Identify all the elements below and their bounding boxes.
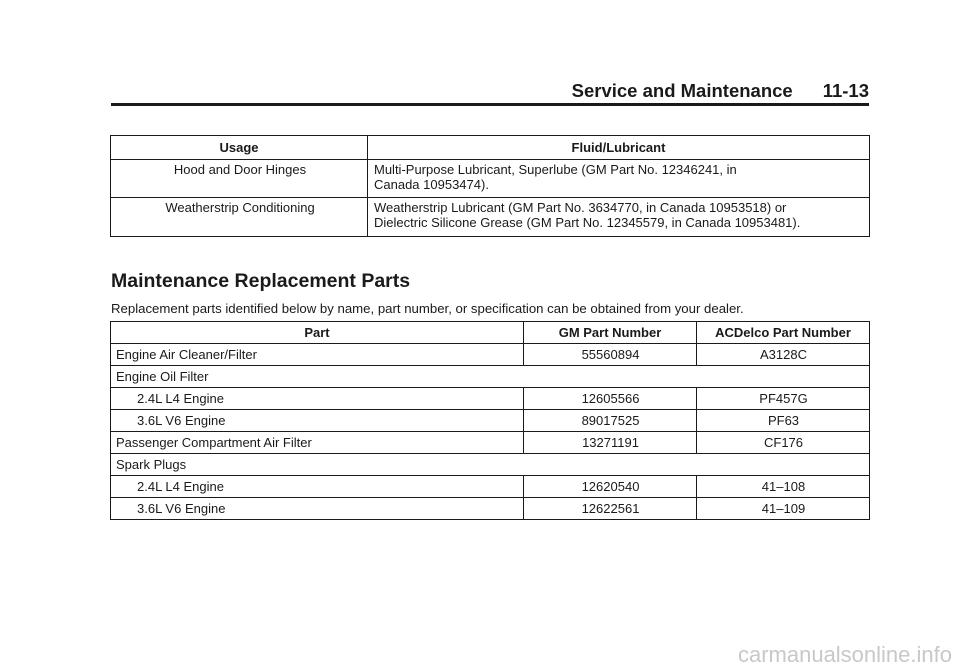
fluid-cell [368, 198, 870, 237]
table-row [111, 388, 870, 410]
acdelco-number-cell: 41–109 [697, 498, 870, 520]
replacement-parts-table [110, 321, 870, 520]
gm-number-cell: 12605566 [524, 388, 697, 410]
gm-number-cell: 55560894 [524, 344, 697, 366]
table-row [111, 498, 870, 520]
part-name-cell: 3.6L V6 Engine [111, 410, 524, 432]
fluid-line: Dielectric Silicone Grease (GM Part No. 12345579, in Canada 10953481). [374, 215, 801, 230]
fluid-line: Multi-Purpose Lubricant, Superlube (GM Part No. 12346241, in [374, 162, 737, 177]
table-row [111, 432, 870, 454]
fluid-lubricant-table [110, 135, 870, 237]
gm-number-cell: 12620540 [524, 476, 697, 498]
fluid-line: Canada 10953474). [374, 177, 489, 192]
table-group-row [111, 454, 870, 476]
table-row [111, 410, 870, 432]
part-name-cell: 3.6L V6 Engine [111, 498, 524, 520]
table-group-row [111, 366, 870, 388]
column-header-part: Part [111, 322, 524, 344]
fluid-line: Weatherstrip Lubricant (GM Part No. 3634770, in Canada 10953518) or [374, 200, 787, 215]
acdelco-number-cell: PF63 [697, 410, 870, 432]
column-header-usage: Usage [111, 136, 368, 160]
column-header-acdelco-part-number: ACDelco Part Number [697, 322, 870, 344]
part-name-cell: 2.4L L4 Engine [111, 476, 524, 498]
column-header-gm-part-number: GM Part Number [524, 322, 697, 344]
page-number: 11-13 [822, 80, 869, 101]
page-header [111, 80, 869, 102]
acdelco-number-cell: A3128C [697, 344, 870, 366]
part-name-cell: Engine Air Cleaner/Filter [111, 344, 524, 366]
table-header-row [111, 322, 870, 344]
section-heading: Maintenance Replacement Parts [111, 270, 411, 292]
usage-cell: Weatherstrip Conditioning [111, 198, 368, 237]
part-name-cell: 2.4L L4 Engine [111, 388, 524, 410]
part-group-cell: Engine Oil Filter [111, 366, 870, 388]
fluid-cell [368, 160, 870, 198]
intro-paragraph: Replacement parts identified below by name, part number, or specification can be obtained from your dealer. [111, 301, 744, 316]
header-rule [111, 103, 869, 106]
watermark: carmanualsonline.info [737, 642, 952, 667]
part-name-cell: Passenger Compartment Air Filter [111, 432, 524, 454]
table-row [111, 198, 870, 237]
table-row [111, 476, 870, 498]
gm-number-cell: 13271191 [524, 432, 697, 454]
column-header-fluid: Fluid/Lubricant [368, 136, 870, 160]
acdelco-number-cell: PF457G [697, 388, 870, 410]
acdelco-number-cell: CF176 [697, 432, 870, 454]
table-row [111, 160, 870, 198]
gm-number-cell: 89017525 [524, 410, 697, 432]
usage-cell: Hood and Door Hinges [111, 160, 368, 198]
table-header-row [111, 136, 870, 160]
gm-number-cell: 12622561 [524, 498, 697, 520]
acdelco-number-cell: 41–108 [697, 476, 870, 498]
section-title: Service and Maintenance [571, 80, 793, 101]
table-row [111, 344, 870, 366]
part-group-cell: Spark Plugs [111, 454, 870, 476]
